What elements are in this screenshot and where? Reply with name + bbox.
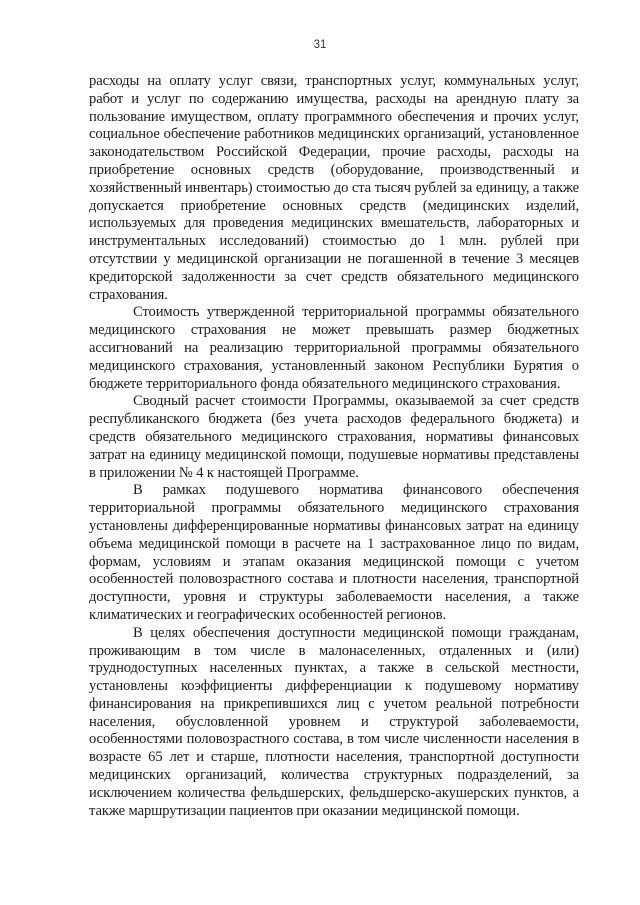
document-body [89, 73, 579, 820]
paragraph-program-cost: Стоимость утвержденной территориальной программы обязательного медицинского страхования не может превышать размер бюджетных ассигнований на реализацию территориальной программы обязательного медицинского страхования, установленный законом Республики Бурятия о бюджете территориального фонда обязательного медицинского страхования. [89, 304, 579, 392]
paragraph-differentiation-coefficients: В целях обеспечения доступности медицинской помощи гражданам, проживающим в том числе в малонаселенных, отдаленных и (или) труднодоступных населенных пунктах, а также в сельской местности, установлены коэффициенты дифференциации к подушевому нормативу финансирования на прикрепившихся лиц с учетом реальной потребности населения, обусловленной уровнем и структурой заболеваемости, особенностями половозрастного состава, в том числе численности населения в возрасте 65 лет и старше, плотности населения, транспортной доступности медицинских организаций, количества структурных подразделений, за исключением количества фельдшерских, фельдшерско-акушерских пунктов, а также маршрутизации пациентов при оказании медицинской помощи. [89, 624, 579, 819]
paragraph-per-capita-norms: В рамках подушевого норматива финансового обеспечения территориальной программы обязательного медицинского страхования установлены дифференцированные нормативы финансовых затрат на единицу объема медицинской помощи в расчете на 1 застрахованное лицо по видам, формам, условиям и этапам оказания медицинской помощи с учетом особенностей половозрастного состава и плотности населения, транспортной доступности, уровня и структуры заболеваемости населения, а также климатических и географических особенностей регионов. [89, 482, 579, 623]
page-number: 31 [313, 39, 327, 51]
paragraph-continued: расходы на оплату услуг связи, транспортных услуг, коммунальных услуг, работ и услуг по содержанию имущества, расходы на арендную плату за пользование имуществом, оплату программного обеспечения и прочих услуг, социальное обеспечение работников медицинских организаций, установленное законодательством Российской Федерации, прочие расходы, расходы на приобретение основных средств (оборудование, производственный и хозяйственный инвентарь) стоимостью до ста тысяч рублей за единицу, а также допускается приобретение основных средств (медицинских изделий, используемых для проведения медицинских вмешательств, лабораторных и инструментальных исследований) стоимостью до 1 млн. рублей при отсутствии у медицинской организации не погашенной в течение 3 месяцев кредиторской задолженности за счет средств обязательного медицинского страхования. [89, 73, 579, 303]
paragraph-summary-calculation: Сводный расчет стоимости Программы, оказываемой за счет средств республиканского бюджета (без учета расходов федерального бюджета) и средств обязательного медицинского страхования, нормативы финансовых затрат на единицу медицинской помощи, подушевые нормативы представлены в приложении № 4 к настоящей Программе. [89, 393, 579, 481]
